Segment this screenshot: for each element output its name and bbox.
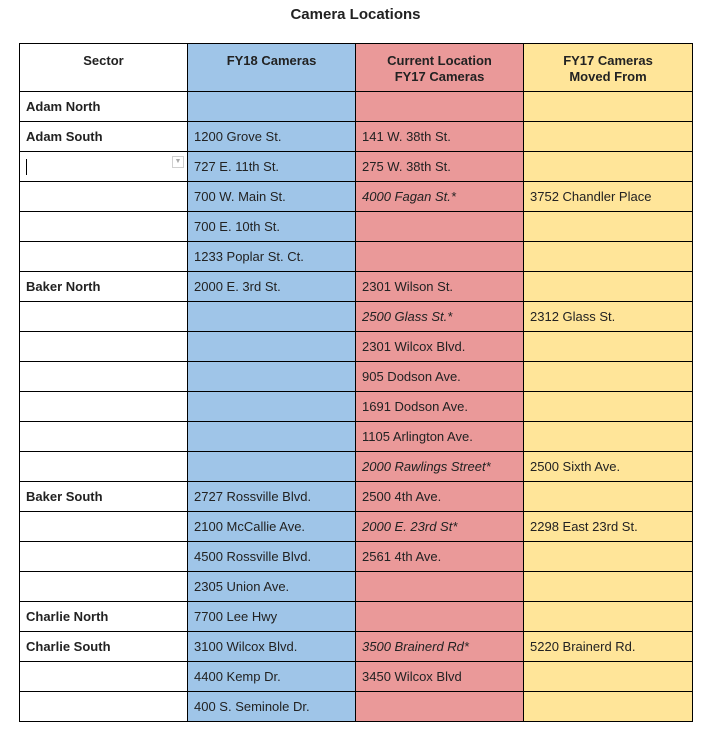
cell-moved-from[interactable] <box>524 692 693 722</box>
cell-current-location[interactable]: 3500 Brainerd Rd* <box>356 632 524 662</box>
cell-fy18-camera[interactable]: 2000 E. 3rd St. <box>188 272 356 302</box>
cell-fy18-camera[interactable]: 4400 Kemp Dr. <box>188 662 356 692</box>
table-row <box>20 482 693 512</box>
cell-sector[interactable] <box>20 392 188 422</box>
cell-moved-from[interactable]: 3752 Chandler Place <box>524 182 693 212</box>
cell-sector[interactable]: Baker South <box>20 482 188 512</box>
table-row <box>20 272 693 302</box>
cell-fy18-camera[interactable] <box>188 302 356 332</box>
cell-moved-from[interactable] <box>524 332 693 362</box>
cell-moved-from[interactable] <box>524 482 693 512</box>
header-current-line1: Current Location <box>387 53 492 68</box>
cell-current-location[interactable]: 2301 Wilson St. <box>356 272 524 302</box>
table-row <box>20 152 693 182</box>
cell-moved-from[interactable] <box>524 362 693 392</box>
cell-fy18-camera[interactable]: 700 W. Main St. <box>188 182 356 212</box>
cell-sector[interactable] <box>20 302 188 332</box>
cell-sector[interactable] <box>20 212 188 242</box>
table-row <box>20 242 693 272</box>
table-row <box>20 692 693 722</box>
cell-current-location[interactable]: 1105 Arlington Ave. <box>356 422 524 452</box>
table-row <box>20 662 693 692</box>
table-row <box>20 602 693 632</box>
cell-current-location[interactable]: 141 W. 38th St. <box>356 122 524 152</box>
cell-moved-from[interactable] <box>524 272 693 302</box>
table-row <box>20 92 693 122</box>
cell-sector[interactable] <box>20 662 188 692</box>
cell-sector[interactable] <box>20 152 188 182</box>
cell-fy18-camera[interactable]: 2100 McCallie Ave. <box>188 512 356 542</box>
cell-sector[interactable] <box>20 182 188 212</box>
cell-current-location[interactable]: 2561 4th Ave. <box>356 542 524 572</box>
cell-fy18-camera[interactable]: 3100 Wilcox Blvd. <box>188 632 356 662</box>
cell-current-location[interactable]: 905 Dodson Ave. <box>356 362 524 392</box>
table-row <box>20 542 693 572</box>
cell-moved-from[interactable] <box>524 152 693 182</box>
cell-sector[interactable] <box>20 512 188 542</box>
cell-fy18-camera[interactable]: 400 S. Seminole Dr. <box>188 692 356 722</box>
cell-fy18-camera[interactable] <box>188 392 356 422</box>
header-row <box>20 44 693 92</box>
header-moved-line1: FY17 Cameras <box>563 53 653 68</box>
cell-moved-from[interactable]: 2298 East 23rd St. <box>524 512 693 542</box>
table-row <box>20 332 693 362</box>
cell-sector[interactable] <box>20 332 188 362</box>
cell-current-location[interactable]: 2000 Rawlings Street* <box>356 452 524 482</box>
cell-fy18-camera[interactable]: 1233 Poplar St. Ct. <box>188 242 356 272</box>
table-row <box>20 212 693 242</box>
header-sector[interactable] <box>20 44 188 92</box>
cell-current-location[interactable] <box>356 692 524 722</box>
header-moved-from[interactable] <box>524 44 693 92</box>
cell-sector[interactable] <box>20 452 188 482</box>
table-row <box>20 122 693 152</box>
cell-sector[interactable] <box>20 422 188 452</box>
header-sector-label: Sector <box>83 53 124 68</box>
cell-current-location[interactable]: 2500 Glass St.* <box>356 302 524 332</box>
cell-current-location[interactable] <box>356 92 524 122</box>
cell-fy18-camera[interactable]: 7700 Lee Hwy <box>188 602 356 632</box>
cell-fy18-camera[interactable] <box>188 92 356 122</box>
cell-moved-from[interactable] <box>524 242 693 272</box>
cell-current-location[interactable]: 2500 4th Ave. <box>356 482 524 512</box>
cell-current-location[interactable]: 3450 Wilcox Blvd <box>356 662 524 692</box>
cell-moved-from[interactable]: 2500 Sixth Ave. <box>524 452 693 482</box>
cell-current-location[interactable]: 2000 E. 23rd St* <box>356 512 524 542</box>
sheet-title: Camera Locations <box>290 6 421 23</box>
cell-fy18-camera[interactable]: 2305 Union Ave. <box>188 572 356 602</box>
text-cursor <box>26 159 27 175</box>
header-current-line2: FY17 Cameras <box>394 69 485 84</box>
table-row <box>20 452 693 482</box>
cell-fy18-camera[interactable]: 727 E. 11th St. <box>188 152 356 182</box>
cell-moved-from[interactable] <box>524 122 693 152</box>
cell-sector[interactable]: Charlie South <box>20 632 188 662</box>
cell-moved-from[interactable] <box>524 92 693 122</box>
cell-current-location[interactable] <box>356 572 524 602</box>
cell-moved-from[interactable] <box>524 392 693 422</box>
cell-sector[interactable]: Baker North <box>20 272 188 302</box>
cell-fy18-camera[interactable] <box>188 362 356 392</box>
table-row <box>20 362 693 392</box>
table-row <box>20 512 693 542</box>
cell-moved-from[interactable] <box>524 422 693 452</box>
cell-current-location[interactable] <box>356 602 524 632</box>
cell-sector[interactable]: Adam North <box>20 92 188 122</box>
dropdown-arrow-icon[interactable]: ▼ <box>172 156 184 168</box>
cell-moved-from[interactable] <box>524 602 693 632</box>
cell-sector[interactable] <box>20 542 188 572</box>
cell-current-location[interactable]: 275 W. 38th St. <box>356 152 524 182</box>
cell-sector[interactable]: Adam South <box>20 122 188 152</box>
cell-sector[interactable]: Charlie North <box>20 602 188 632</box>
header-current-location[interactable] <box>356 44 524 92</box>
cell-fy18-camera[interactable]: 1200 Grove St. <box>188 122 356 152</box>
cell-sector[interactable] <box>20 572 188 602</box>
cell-sector[interactable] <box>20 362 188 392</box>
cell-sector[interactable] <box>20 692 188 722</box>
cell-sector[interactable] <box>20 242 188 272</box>
cell-current-location[interactable]: 1691 Dodson Ave. <box>356 392 524 422</box>
cell-moved-from[interactable] <box>524 212 693 242</box>
header-moved-line2: Moved From <box>569 69 647 84</box>
table-row <box>20 572 693 602</box>
cell-current-location[interactable] <box>356 212 524 242</box>
cell-current-location[interactable]: 4000 Fagan St.* <box>356 182 524 212</box>
camera-locations-table <box>19 43 693 722</box>
cell-current-location[interactable]: 2301 Wilcox Blvd. <box>356 332 524 362</box>
cell-current-location[interactable] <box>356 242 524 272</box>
cell-fy18-camera[interactable] <box>188 332 356 362</box>
header-fy18-label: FY18 Cameras <box>226 53 317 68</box>
cell-fy18-camera[interactable]: 700 E. 10th St. <box>188 212 356 242</box>
table-row <box>20 302 693 332</box>
table-row <box>20 182 693 212</box>
cell-moved-from[interactable]: 2312 Glass St. <box>524 302 693 332</box>
cell-fy18-camera[interactable]: 2727 Rossville Blvd. <box>188 482 356 512</box>
cell-fy18-camera[interactable] <box>188 452 356 482</box>
cell-moved-from[interactable] <box>524 662 693 692</box>
cell-moved-from[interactable] <box>524 542 693 572</box>
cell-fy18-camera[interactable] <box>188 422 356 452</box>
header-fy18-cameras[interactable] <box>188 44 356 92</box>
cell-moved-from[interactable]: 5220 Brainerd Rd. <box>524 632 693 662</box>
table-row <box>20 422 693 452</box>
cell-fy18-camera[interactable]: 4500 Rossville Blvd. <box>188 542 356 572</box>
cell-moved-from[interactable] <box>524 572 693 602</box>
table-row <box>20 632 693 662</box>
table-row <box>20 392 693 422</box>
